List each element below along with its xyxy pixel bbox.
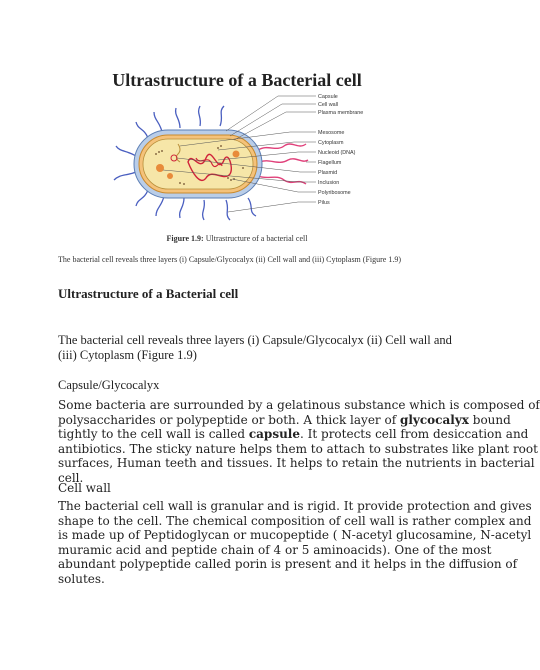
intro-line: The bacterial cell reveals three layers (i) Capsule/Glycocalyx (ii) Cell wall and (iii) Cytoplasm (Figure 1.9): [58, 255, 401, 264]
inclusion: [156, 164, 164, 172]
label-nucleoid: Nucleoid (DNA): [318, 150, 356, 156]
paragraph-line: surfaces, Human teeth and tissues. It helps to retain the nutrients in bacterial: [58, 456, 535, 471]
term-glycocalyx: glycocalyx: [399, 412, 469, 427]
figure-caption: [0, 234, 474, 243]
paragraph-line: abundant polypeptide called porin is present and it helps in the diffusion of: [58, 557, 518, 572]
paragraph-line: tightly to the cell wall is called capsule. It protects cell from desiccation and: [58, 427, 529, 442]
paragraph-line: antibiotics. The sticky nature helps them to attach to substrates like plant root: [58, 441, 538, 456]
paragraph-line: The bacterial cell wall is granular and is rigid. It provide protection and gives: [58, 499, 532, 513]
cell-wall-heading: Cell wall: [58, 481, 111, 495]
label-capsule: Capsule: [318, 94, 338, 100]
layers-paragraph: [58, 333, 452, 363]
label-inclusion: Inclusion: [318, 180, 340, 186]
label-mesosome: Mesosome: [318, 130, 345, 136]
cytoplasm: [143, 139, 253, 189]
bacterial-cell-diagram: [108, 88, 378, 228]
term-capsule: capsule: [248, 427, 300, 442]
label-cytoplasm: Cytoplasm: [318, 140, 344, 146]
section-heading: Ultrastructure of a Bacterial cell: [58, 286, 239, 301]
capsule-heading: Capsule/Glycocalyx: [58, 378, 160, 392]
label-plasma-membrane: Plasma membrane: [318, 110, 364, 116]
paragraph-line: shape to the cell. The chemical composition of cell wall is rather complex and: [58, 513, 532, 528]
page-title: Ultrastructure of a Bacterial cell: [112, 70, 362, 90]
label-cell-wall: Cell wall: [318, 102, 339, 108]
paragraph-line: solutes.: [58, 571, 105, 586]
flagellum: [258, 144, 308, 184]
label-pilus: Pilus: [318, 200, 330, 206]
paragraph-line: The bacterial cell reveals three layers (i) Capsule/Glycocalyx (ii) Cell wall and: [58, 333, 452, 347]
paragraph-line: Some bacteria are surrounded by a gelatinous substance which is composed of: [58, 398, 540, 412]
capsule-paragraph: [58, 398, 540, 486]
label-plasmid: Plasmid: [318, 170, 338, 176]
figure-caption-text: Ultrastructure of a bacterial cell: [205, 234, 308, 243]
inclusion: [233, 151, 240, 158]
paragraph-line: (iii) Cytoplasm (Figure 1.9): [58, 348, 197, 362]
paragraph-line: is made up of Peptidoglycan or mucopeptide ( N-acetyl glucosamine, N-acetyl: [58, 528, 532, 543]
paragraph-line: muramic acid and peptide chain of 4 or 5 aminoacids). One of the most: [58, 542, 492, 557]
label-polyribosome: Polyribosome: [318, 190, 351, 196]
paragraph-line: polysaccharides or polypeptide or both. A thick layer of glycocalyx bound: [58, 412, 511, 427]
inclusion: [167, 173, 173, 179]
figure-number: Figure 1.9:: [166, 234, 204, 243]
cell-wall-paragraph: [58, 499, 532, 587]
label-flagellum: Flagellum: [318, 160, 342, 166]
paragraph-line: cell.: [58, 470, 84, 485]
